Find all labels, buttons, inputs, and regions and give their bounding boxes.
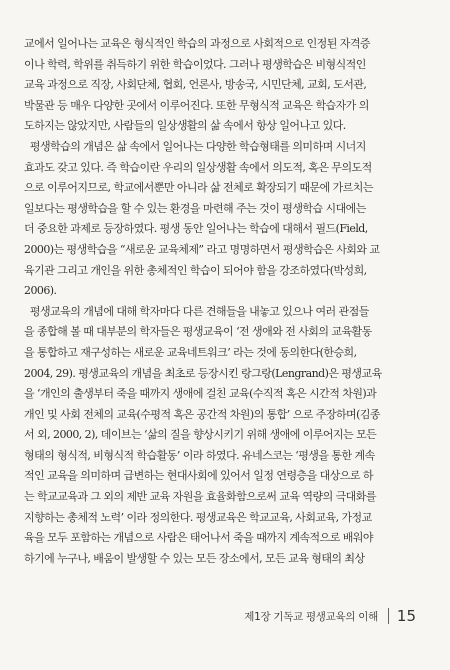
body-line: 서 외, 2000, 2), 데이브는 ‘삶의 질을 향상시키기 위해 생애에 이루어지는 모든 [24, 428, 377, 442]
footer-separator [388, 608, 389, 624]
body-text [24, 34, 428, 569]
body-line: 을 통합하고 재구성하는 새로운 교육네트워크’ 라는 것에 동의한다(한승희, [24, 345, 357, 359]
body-line: 개인 및 사회 전체의 교육(수평적 혹은 공간적 차원)의 통합’ 으로 주장하며(김종 [24, 407, 380, 421]
body-line: 으로 이루어지므로, 학교에서뿐만 아니라 삶 전체로 확장되기 때문에 가르치는 [24, 181, 373, 195]
body-line: 일보다는 평생학습을 할 수 있는 환경을 마련해 주는 것이 평생학습 시대에는 [24, 201, 366, 215]
body-line: 교육 과정으로 직장, 사회단체, 협회, 언론사, 방송국, 시민단체, 교회, 도서관, [24, 78, 367, 92]
body-line: 더 중요한 과제로 등장하였다. 평생 동안 일어나는 학습에 대해서 필드(Field, [24, 222, 368, 236]
body-line: 이나 학력, 학위를 취득하기 위한 학습이었다. 그러나 평생학습은 비형식적인 [24, 57, 366, 71]
body-line: 육기관 그리고 개인을 위한 총체적인 학습이 되어야 함을 강조하였다(박성희, [24, 263, 367, 277]
body-line: 지향하는 총체적 노력’ 이라 정의한다. 평생교육은 학교교육, 사회교육, 가정교 [24, 510, 372, 524]
body-line: 평생학습의 개념은 삶 속에서 일어나는 다양한 학습형태를 의미하며 시너지 [24, 139, 366, 153]
body-line: 을 ‘개인의 출생부터 죽을 때까지 생애에 걸친 교육(수직적 혹은 시간적 차원)과 [24, 387, 377, 401]
body-line: 는 학교교육과 그 외의 제반 교육 자원을 효율화함으로써 교육 역량의 극대화를 [24, 490, 376, 504]
body-line: 교에서 일어나는 교육은 형식적인 학습의 과정으로 사회적으로 인정된 자격증 [24, 37, 371, 50]
body-line: 2006). [24, 284, 57, 298]
page-footer [244, 604, 416, 628]
body-line: 2000)는 평생학습을 “새로운 교육체제” 라고 명명하면서 평생학습은 사회와 교 [24, 242, 380, 256]
body-line: 적인 교육을 의미하며 급변하는 현대사회에 있어서 일정 연령층을 대상으로 하 [24, 469, 373, 483]
page-number: 15 [396, 607, 416, 625]
body-line: 효과도 갖고 있다. 즉 학습이란 우리의 일상생활 속에서 의도적, 혹은 무의도적 [24, 160, 372, 174]
body-line: 2004, 29). 평생교육의 개념을 최초로 등장시킨 랑그랑(Lengrand)은 평생교육 [24, 366, 382, 380]
body-line: 박물관 등 매우 다양한 곳에서 이루어진다. 또한 무형식적 교육은 학습자가 의 [24, 98, 369, 112]
body-line: 도하지는 않았지만, 사람들의 일상생활의 삶 속에서 항상 일어나고 있다. [24, 119, 346, 133]
body-line: 평생교육의 개념에 대해 학자마다 다른 견해들을 내놓고 있으나 여러 관점들 [24, 304, 369, 318]
footer-chapter-title: 제1장 기독교 평생교육의 이해 [244, 610, 378, 623]
body-line: 육을 모두 포함하는 개념으로 사람은 태어나서 죽을 때까지 계속적으로 배워야 [24, 531, 373, 545]
body-line: 을 종합해 볼 때 대부분의 학자들은 평생교육이 ‘전 생애와 전 사회의 교육활동 [24, 325, 372, 339]
body-line: 형태의 형식적, 비형식적 학습활동’ 이라 하였다. 유네스코는 ‘평생을 통한 계속 [24, 448, 375, 462]
body-line: 하기에 누구나, 배움이 발생할 수 있는 모든 장소에서, 모든 교육 형태의 최상 [24, 551, 365, 565]
